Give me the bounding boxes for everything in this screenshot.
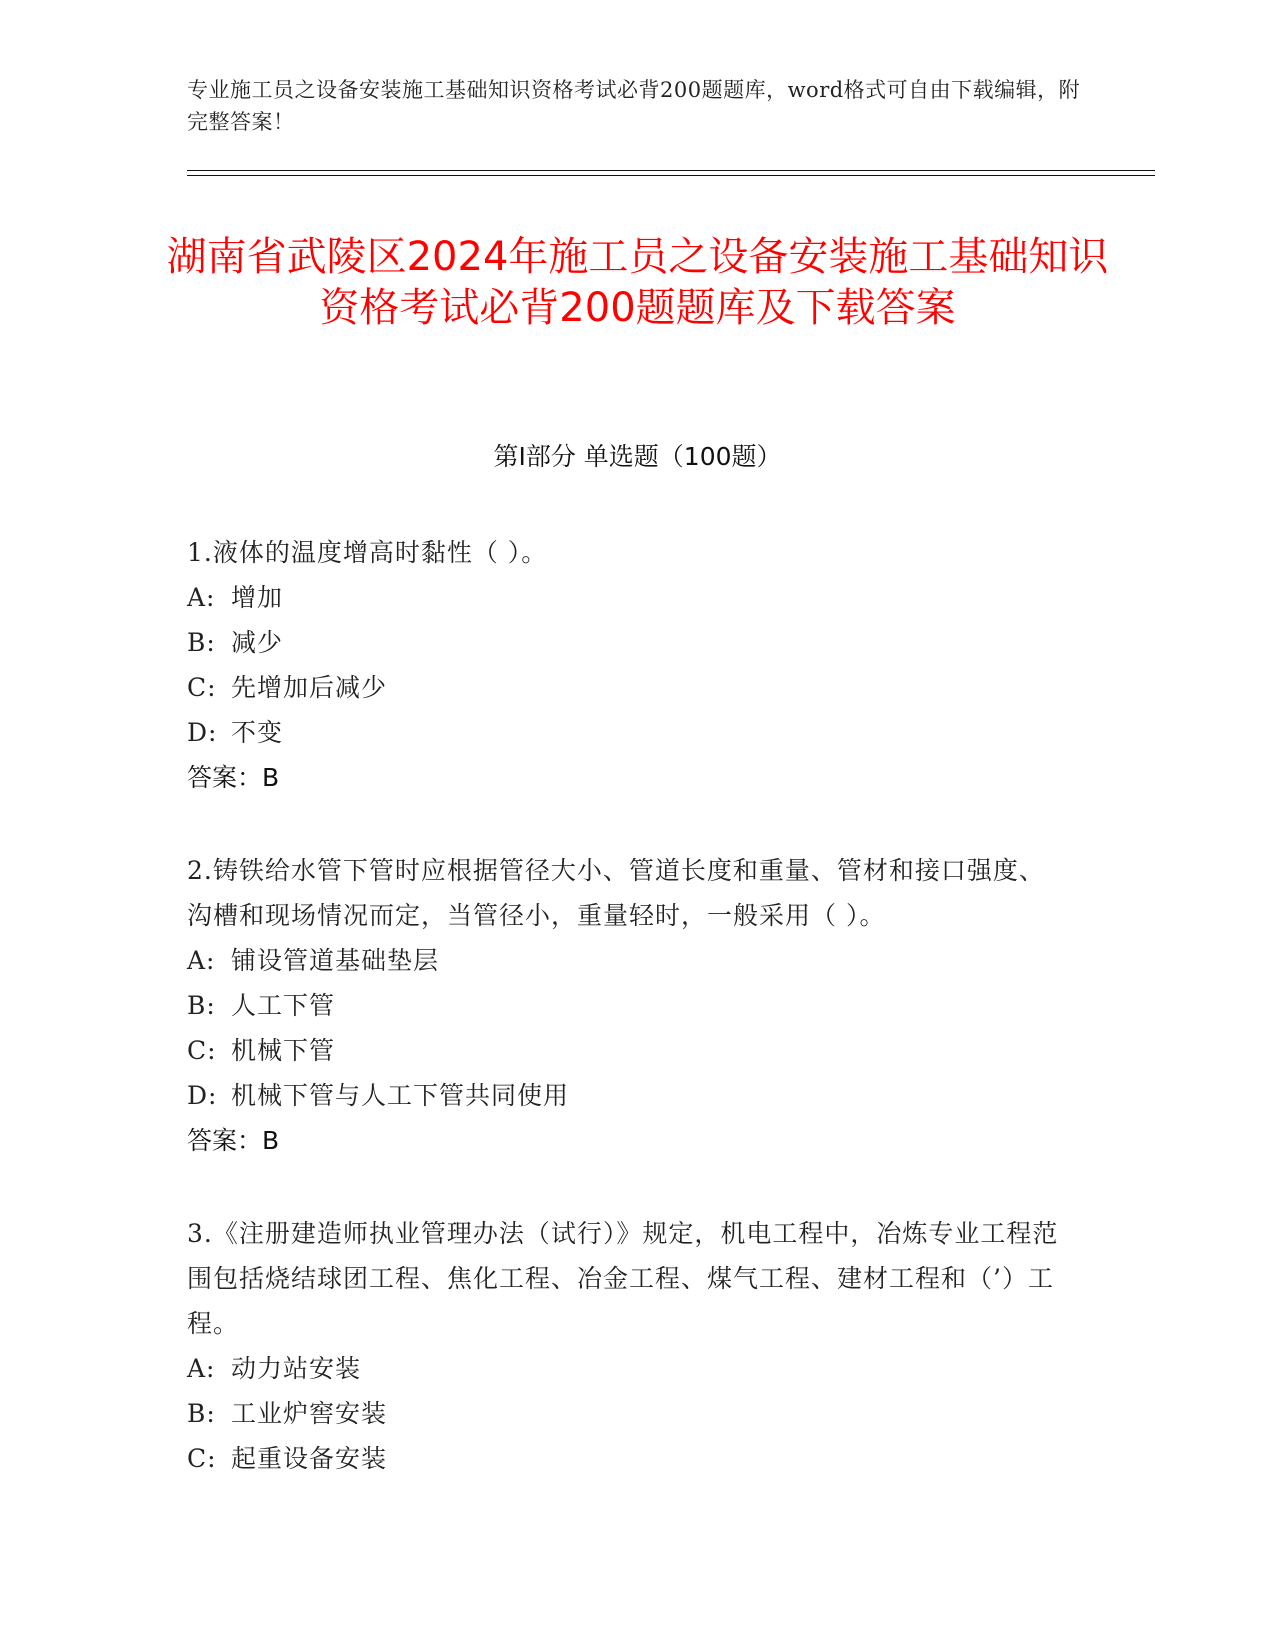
- option-text: 起重设备安装: [231, 1444, 388, 1473]
- header-rule-top: [187, 170, 1155, 171]
- option-text: 机械下管与人工下管共同使用: [231, 1081, 570, 1110]
- option-b: [187, 620, 1067, 665]
- option-c: [187, 665, 1067, 710]
- option-key: B:: [187, 628, 216, 657]
- answer-line: 答案：B: [187, 1126, 280, 1155]
- option-text: 铺设管道基础垫层: [231, 946, 440, 975]
- option-c: [187, 1436, 1067, 1481]
- option-d: [187, 710, 1067, 755]
- option-key: D:: [187, 718, 218, 747]
- header-rule-bottom: [187, 175, 1155, 176]
- option-c: [187, 1028, 1067, 1073]
- option-text: 不变: [231, 718, 284, 747]
- option-d: [187, 1073, 1067, 1118]
- option-key: B:: [187, 1399, 216, 1428]
- option-text: 工业炉窖安装: [231, 1399, 388, 1428]
- option-key: A:: [187, 583, 216, 612]
- option-key: C:: [187, 1036, 217, 1065]
- question-list: [187, 530, 1067, 1529]
- option-key: A:: [187, 946, 216, 975]
- option-key: C:: [187, 1444, 217, 1473]
- section-heading: 第Ⅰ部分 单选题（100题）: [493, 442, 782, 471]
- option-text: 机械下管: [231, 1036, 336, 1065]
- option-a: [187, 575, 1067, 620]
- option-a: [187, 938, 1067, 983]
- option-a: [187, 1346, 1067, 1391]
- question-item: [187, 530, 1067, 800]
- question-stem: 1.液体的温度增高时黏性（ ）。: [187, 538, 548, 567]
- question-item: [187, 1211, 1067, 1481]
- option-text: 先增加后减少: [231, 673, 388, 702]
- document-title: 湖南省武陵区2024年施工员之设备安装施工基础知识资格考试必背200题题库及下载答案: [166, 234, 1109, 331]
- answer-line: 答案：B: [187, 763, 280, 792]
- question-stem: 3.《注册建造师执业管理办法（试行）》规定，机电工程中，冶炼专业工程范围包括烧结球团工程、焦化工程、冶金工程、煤气工程、建材工程和（’）工程。: [187, 1219, 1059, 1338]
- question-stem: 2.铸铁给水管下管时应根据管径大小、管道长度和重量、管材和接口强度、沟槽和现场情况而定，当管径小，重量轻时，一般采用（ ）。: [187, 856, 1045, 930]
- option-key: D:: [187, 1081, 218, 1110]
- question-item: [187, 848, 1067, 1163]
- option-key: A:: [187, 1354, 216, 1383]
- option-b: [187, 983, 1067, 1028]
- option-text: 减少: [231, 628, 284, 657]
- option-text: 增加: [231, 583, 284, 612]
- option-key: C:: [187, 673, 217, 702]
- option-key: B:: [187, 991, 216, 1020]
- option-b: [187, 1391, 1067, 1436]
- option-text: 动力站安装: [231, 1354, 362, 1383]
- option-text: 人工下管: [231, 991, 336, 1020]
- header-note: 专业施工员之设备安装施工基础知识资格考试必背200题题库，word格式可自由下载编辑，附完整答案！: [187, 78, 1081, 134]
